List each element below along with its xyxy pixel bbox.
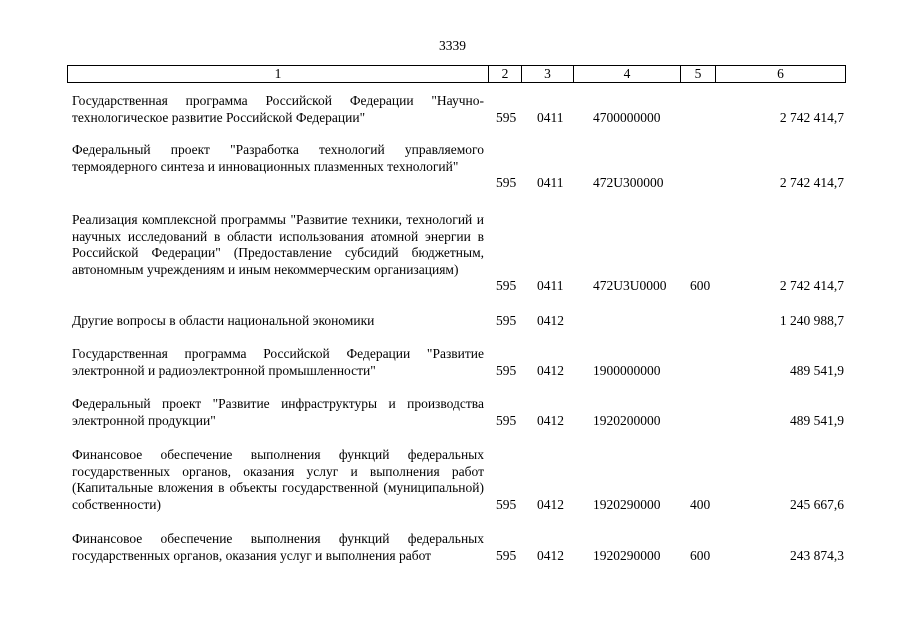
row-col-2: 595 — [496, 412, 517, 428]
row-description: Государственная программа Российской Федерации "Развитие электронной и радиоэлектронной промышленности" — [72, 346, 484, 378]
row-col-4: 1920200000 — [593, 412, 661, 428]
page-number: 3339 — [439, 38, 466, 53]
row-description: Государственная программа Российской Федерации "Научно-технологическое развитие Российской Федерации" — [72, 93, 484, 125]
row-col-6: 1 240 988,7 — [779, 313, 844, 328]
row-col-6: 2 742 414,7 — [779, 109, 844, 125]
row-col-3: 0412 — [537, 362, 564, 378]
row-col-4: 472U3U0000 — [593, 278, 667, 293]
row-col-4: 1920290000 — [593, 547, 661, 563]
row-col-2: 595 — [496, 362, 517, 378]
header-col-4: 4 — [574, 66, 681, 82]
row-col-5: 400 — [690, 497, 711, 512]
row-col-3: 0412 — [537, 412, 564, 428]
header-col-5: 5 — [681, 66, 716, 82]
row-description: Финансовое обеспечение выполнения функций федеральных государственных органов, оказания услуг и выполнения работ — [72, 531, 484, 563]
row-description: Реализация комплексной программы "Развитие техники, технологий и научных исследований в области использования атомной энергии в Российской Федерации" (Предоставление субсидий бюджетным, автономным учреждениям и иным некоммерческим организациям) — [72, 212, 484, 277]
row-col-5: 600 — [690, 278, 711, 293]
row-col-3: 0412 — [537, 313, 564, 328]
row-col-6: 243 874,3 — [790, 547, 844, 563]
row-description: Федеральный проект "Развитие инфраструктуры и производства электронной продукции" — [72, 396, 484, 428]
row-col-4: 4700000000 — [593, 109, 661, 125]
row-col-3: 0411 — [537, 109, 564, 125]
row-col-6: 2 742 414,7 — [779, 278, 844, 293]
row-col-5: 600 — [690, 547, 711, 563]
row-col-4: 1920290000 — [593, 497, 661, 512]
row-col-2: 595 — [496, 109, 517, 125]
row-description: Федеральный проект "Разработка технологий управляемого термоядерного синтеза и инновационных плазменных технологий" — [72, 142, 484, 174]
row-description: Другие вопросы в области национальной экономики — [72, 313, 375, 328]
row-col-4: 1900000000 — [593, 362, 661, 378]
row-col-2: 595 — [496, 278, 517, 293]
header-col-2: 2 — [489, 66, 522, 82]
row-col-4: 472U300000 — [593, 175, 664, 190]
row-col-2: 595 — [496, 175, 517, 190]
row-col-3: 0412 — [537, 497, 564, 512]
header-col-6: 6 — [777, 66, 784, 81]
row-col-6: 489 541,9 — [790, 412, 844, 428]
row-col-3: 0411 — [537, 278, 564, 293]
table-header — [67, 65, 846, 83]
row-col-6: 2 742 414,7 — [779, 175, 844, 190]
row-col-3: 0411 — [537, 175, 564, 190]
row-col-2: 595 — [496, 313, 517, 328]
row-col-6: 489 541,9 — [790, 362, 844, 378]
row-col-3: 0412 — [537, 547, 564, 563]
row-col-6: 245 667,6 — [790, 497, 844, 512]
row-col-2: 595 — [496, 497, 517, 512]
header-col-3: 3 — [522, 66, 574, 82]
row-description: Финансовое обеспечение выполнения функций федеральных государственных органов, оказания услуг и выполнения работ (Капитальные вложения в объекты государственной (муниципальной) собственности) — [72, 447, 484, 512]
row-col-2: 595 — [496, 547, 517, 563]
header-col-1: 1 — [68, 66, 489, 82]
